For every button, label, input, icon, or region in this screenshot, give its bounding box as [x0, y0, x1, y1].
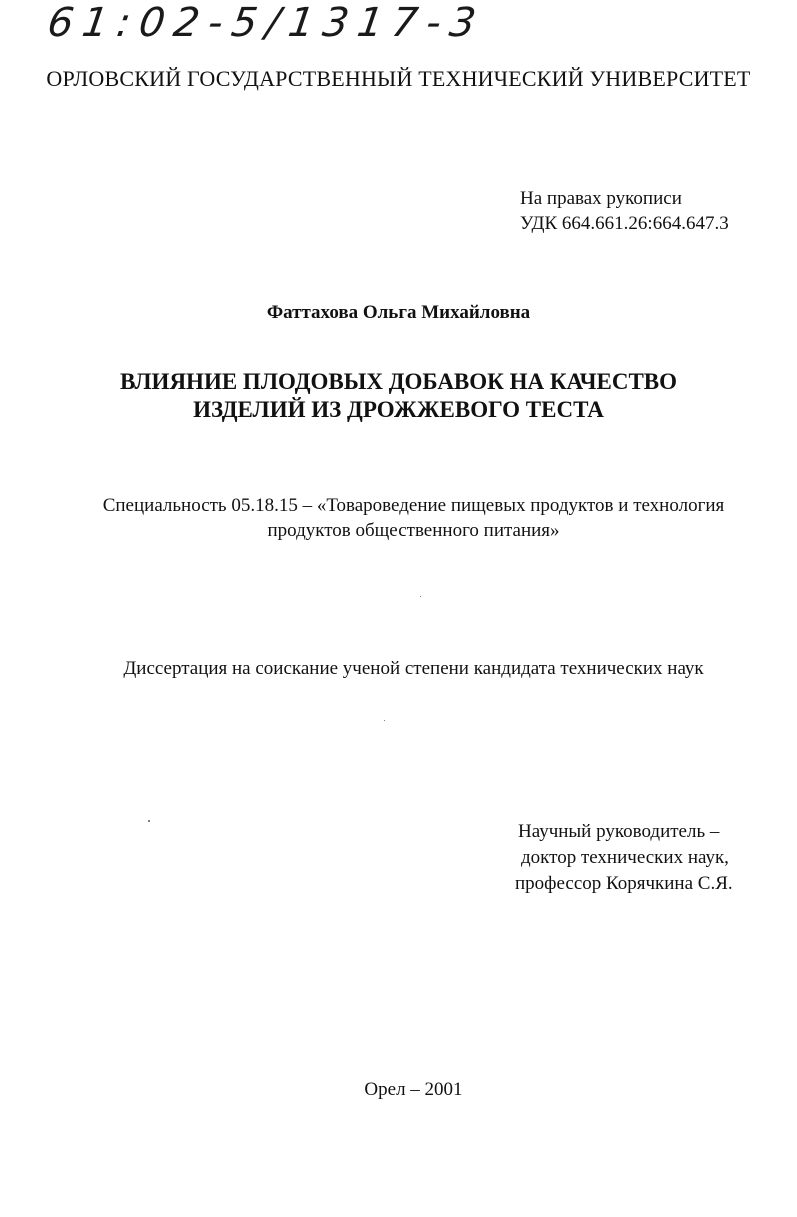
scan-speck [148, 820, 150, 822]
specialty-block [0, 493, 797, 543]
scan-speck [384, 720, 385, 721]
udc-code: УДК 664.661.26:664.647.3 [520, 213, 729, 234]
thesis-title-line-2: ИЗДЕЛИЙ ИЗ ДРОЖЖЕВОГО ТЕСТА [193, 397, 604, 422]
scientific-advisor-block [515, 819, 733, 897]
advisor-degree: доктор технических наук, [521, 847, 729, 868]
scan-speck [420, 596, 421, 597]
specialty-line-2: продуктов общественного питания» [267, 520, 560, 541]
advisor-name: профессор Корячкина С.Я. [515, 873, 733, 894]
specialty-line-1: Специальность 05.18.15 – «Товароведение пищевых продуктов и технология [102, 495, 725, 516]
city-and-year: Орел – 2001 [364, 1079, 463, 1100]
university-name: ОРЛОВСКИЙ ГОСУДАРСТВЕННЫЙ ТЕХНИЧЕСКИЙ УНИВЕРСИТЕТ [46, 66, 751, 91]
advisor-role: Научный руководитель – [518, 821, 720, 842]
thesis-title-line-1: ВЛИЯНИЕ ПЛОДОВЫХ ДОБАВОК НА КАЧЕСТВО [119, 369, 678, 394]
archive-code-handwritten: 61:02-5/1317-3 [44, 0, 488, 46]
thesis-title [0, 368, 797, 424]
author-name: Фаттахова Ольга Михайловна [266, 302, 531, 323]
manuscript-rights-label: На правах рукописи [520, 188, 682, 209]
dissertation-statement: Диссертация на соискание ученой степени кандидата технических наук [123, 658, 704, 679]
manuscript-rights-block [520, 186, 729, 236]
